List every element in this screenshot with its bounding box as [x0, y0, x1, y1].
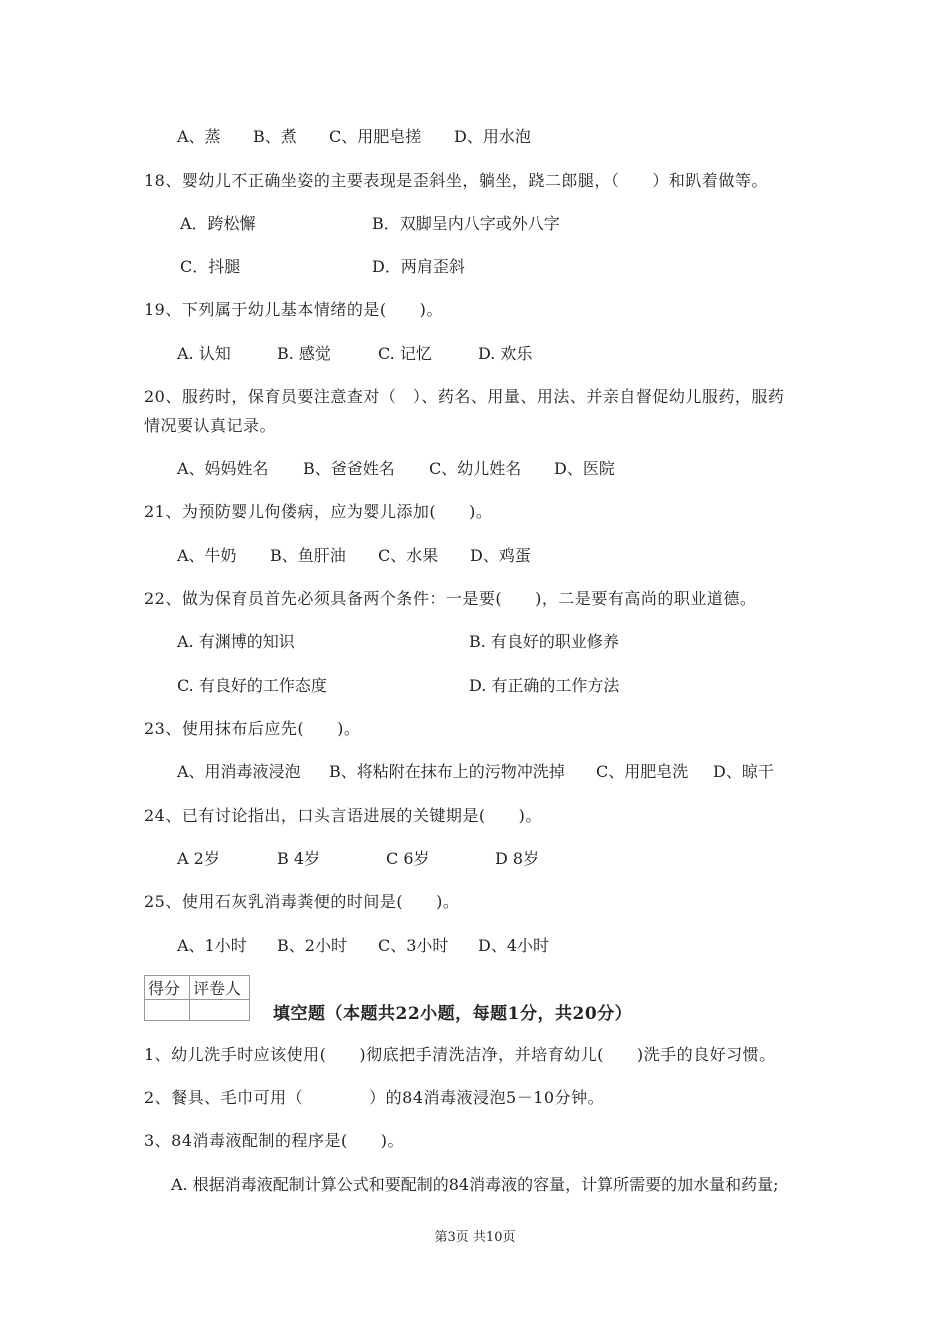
q24-question: 24、已有讨论指出，口头言语进展的关键期是( )。 [144, 806, 542, 825]
q21-question: 21、为预防婴儿佝偻病，应为婴儿添加( )。 [144, 502, 493, 521]
q20-question-line1: 20、服药时，保育员要注意查对（ ）、药名、用量、用法、并亲自督促幼儿服药，服药 [144, 387, 785, 406]
q19-option-d: D. 欢乐 [478, 344, 533, 363]
q22-question: 22、做为保育员首先必须具备两个条件：一是要( )，二是要有高尚的职业道德。 [144, 589, 757, 608]
q21-option-b: B、鱼肝油 [270, 546, 346, 565]
q25-option-b: B、2小时 [277, 936, 347, 955]
q17-option-a: A、蒸 [177, 127, 221, 146]
q18-option-c: C．抖腿 [180, 257, 241, 276]
q21-option-c: C、水果 [378, 546, 439, 565]
q19-option-b: B. 感觉 [277, 344, 331, 363]
q17-option-b: B、煮 [253, 127, 297, 146]
q17-option-d: D、用水泡 [454, 127, 531, 146]
q25-question: 25、使用石灰乳消毒粪便的时间是( )。 [144, 892, 460, 911]
score-label: 得分 [145, 976, 190, 1000]
q22-option-a: A. 有渊博的知识 [177, 632, 295, 651]
q23-option-b: B、将粘附在抹布上的污物冲洗掉 [329, 762, 565, 781]
fill-q2: 2、餐具、毛巾可用（ ）的84消毒液浸泡5－10分钟。 [144, 1088, 605, 1107]
q18-option-d: D．两肩歪斜 [372, 257, 465, 276]
q21-option-d: D、鸡蛋 [470, 546, 531, 565]
q23-option-d: D、晾干 [713, 762, 774, 781]
fill-q3-option-a: A. 根据消毒液配制计算公式和要配制的84消毒液的容量，计算所需要的加水量和药量; [171, 1175, 779, 1194]
q19-question: 19、下列属于幼儿基本情绪的是( )。 [144, 300, 443, 319]
q22-option-b: B. 有良好的职业修养 [469, 632, 619, 651]
q20-option-b: B、爸爸姓名 [303, 459, 395, 478]
score-table [144, 975, 250, 1021]
score-cell [145, 1000, 190, 1021]
q18-option-a: A．跨松懈 [180, 214, 256, 233]
q24-option-c: C 6岁 [386, 849, 430, 868]
q25-option-a: A、1小时 [177, 936, 247, 955]
page-footer: 第3页 共10页 [434, 1230, 516, 1245]
q24-option-d: D 8岁 [495, 849, 540, 868]
q20-option-c: C、幼儿姓名 [429, 459, 522, 478]
q22-option-c: C. 有良好的工作态度 [177, 676, 327, 695]
fill-q3: 3、84消毒液配制的程序是( )。 [144, 1131, 405, 1150]
q23-option-c: C、用肥皂洗 [596, 762, 689, 781]
grader-label: 评卷人 [190, 976, 250, 1000]
q19-option-a: A. 认知 [177, 344, 231, 363]
q20-option-d: D、医院 [554, 459, 615, 478]
q24-option-b: B 4岁 [277, 849, 321, 868]
q23-option-a: A、用消毒液浸泡 [177, 762, 301, 781]
q23-question: 23、使用抹布后应先( )。 [144, 719, 361, 738]
fill-q1: 1、幼儿洗手时应该使用( )彻底把手清洗洁净，并培育幼儿( )洗手的良好习惯。 [144, 1045, 776, 1064]
q20-question-line2: 情况要认真记录。 [144, 416, 277, 435]
q17-option-c: C、用肥皂搓 [329, 127, 422, 146]
section-title: 填空题（本题共22小题，每题1分，共20分） [273, 1004, 633, 1024]
q19-option-c: C. 记忆 [378, 344, 432, 363]
q20-option-a: A、妈妈姓名 [177, 459, 269, 478]
q25-option-d: D、4小时 [478, 936, 550, 955]
q22-option-d: D. 有正确的工作方法 [469, 676, 620, 695]
q25-option-c: C、3小时 [378, 936, 449, 955]
q18-question: 18、婴幼儿不正确坐姿的主要表现是歪斜坐，躺坐，跷二郎腿，（ ）和趴着做等。 [144, 171, 768, 190]
q21-option-a: A、牛奶 [177, 546, 237, 565]
q18-option-b: B．双脚呈内八字或外八字 [372, 214, 560, 233]
grader-cell [190, 1000, 250, 1021]
q24-option-a: A 2岁 [177, 849, 220, 868]
